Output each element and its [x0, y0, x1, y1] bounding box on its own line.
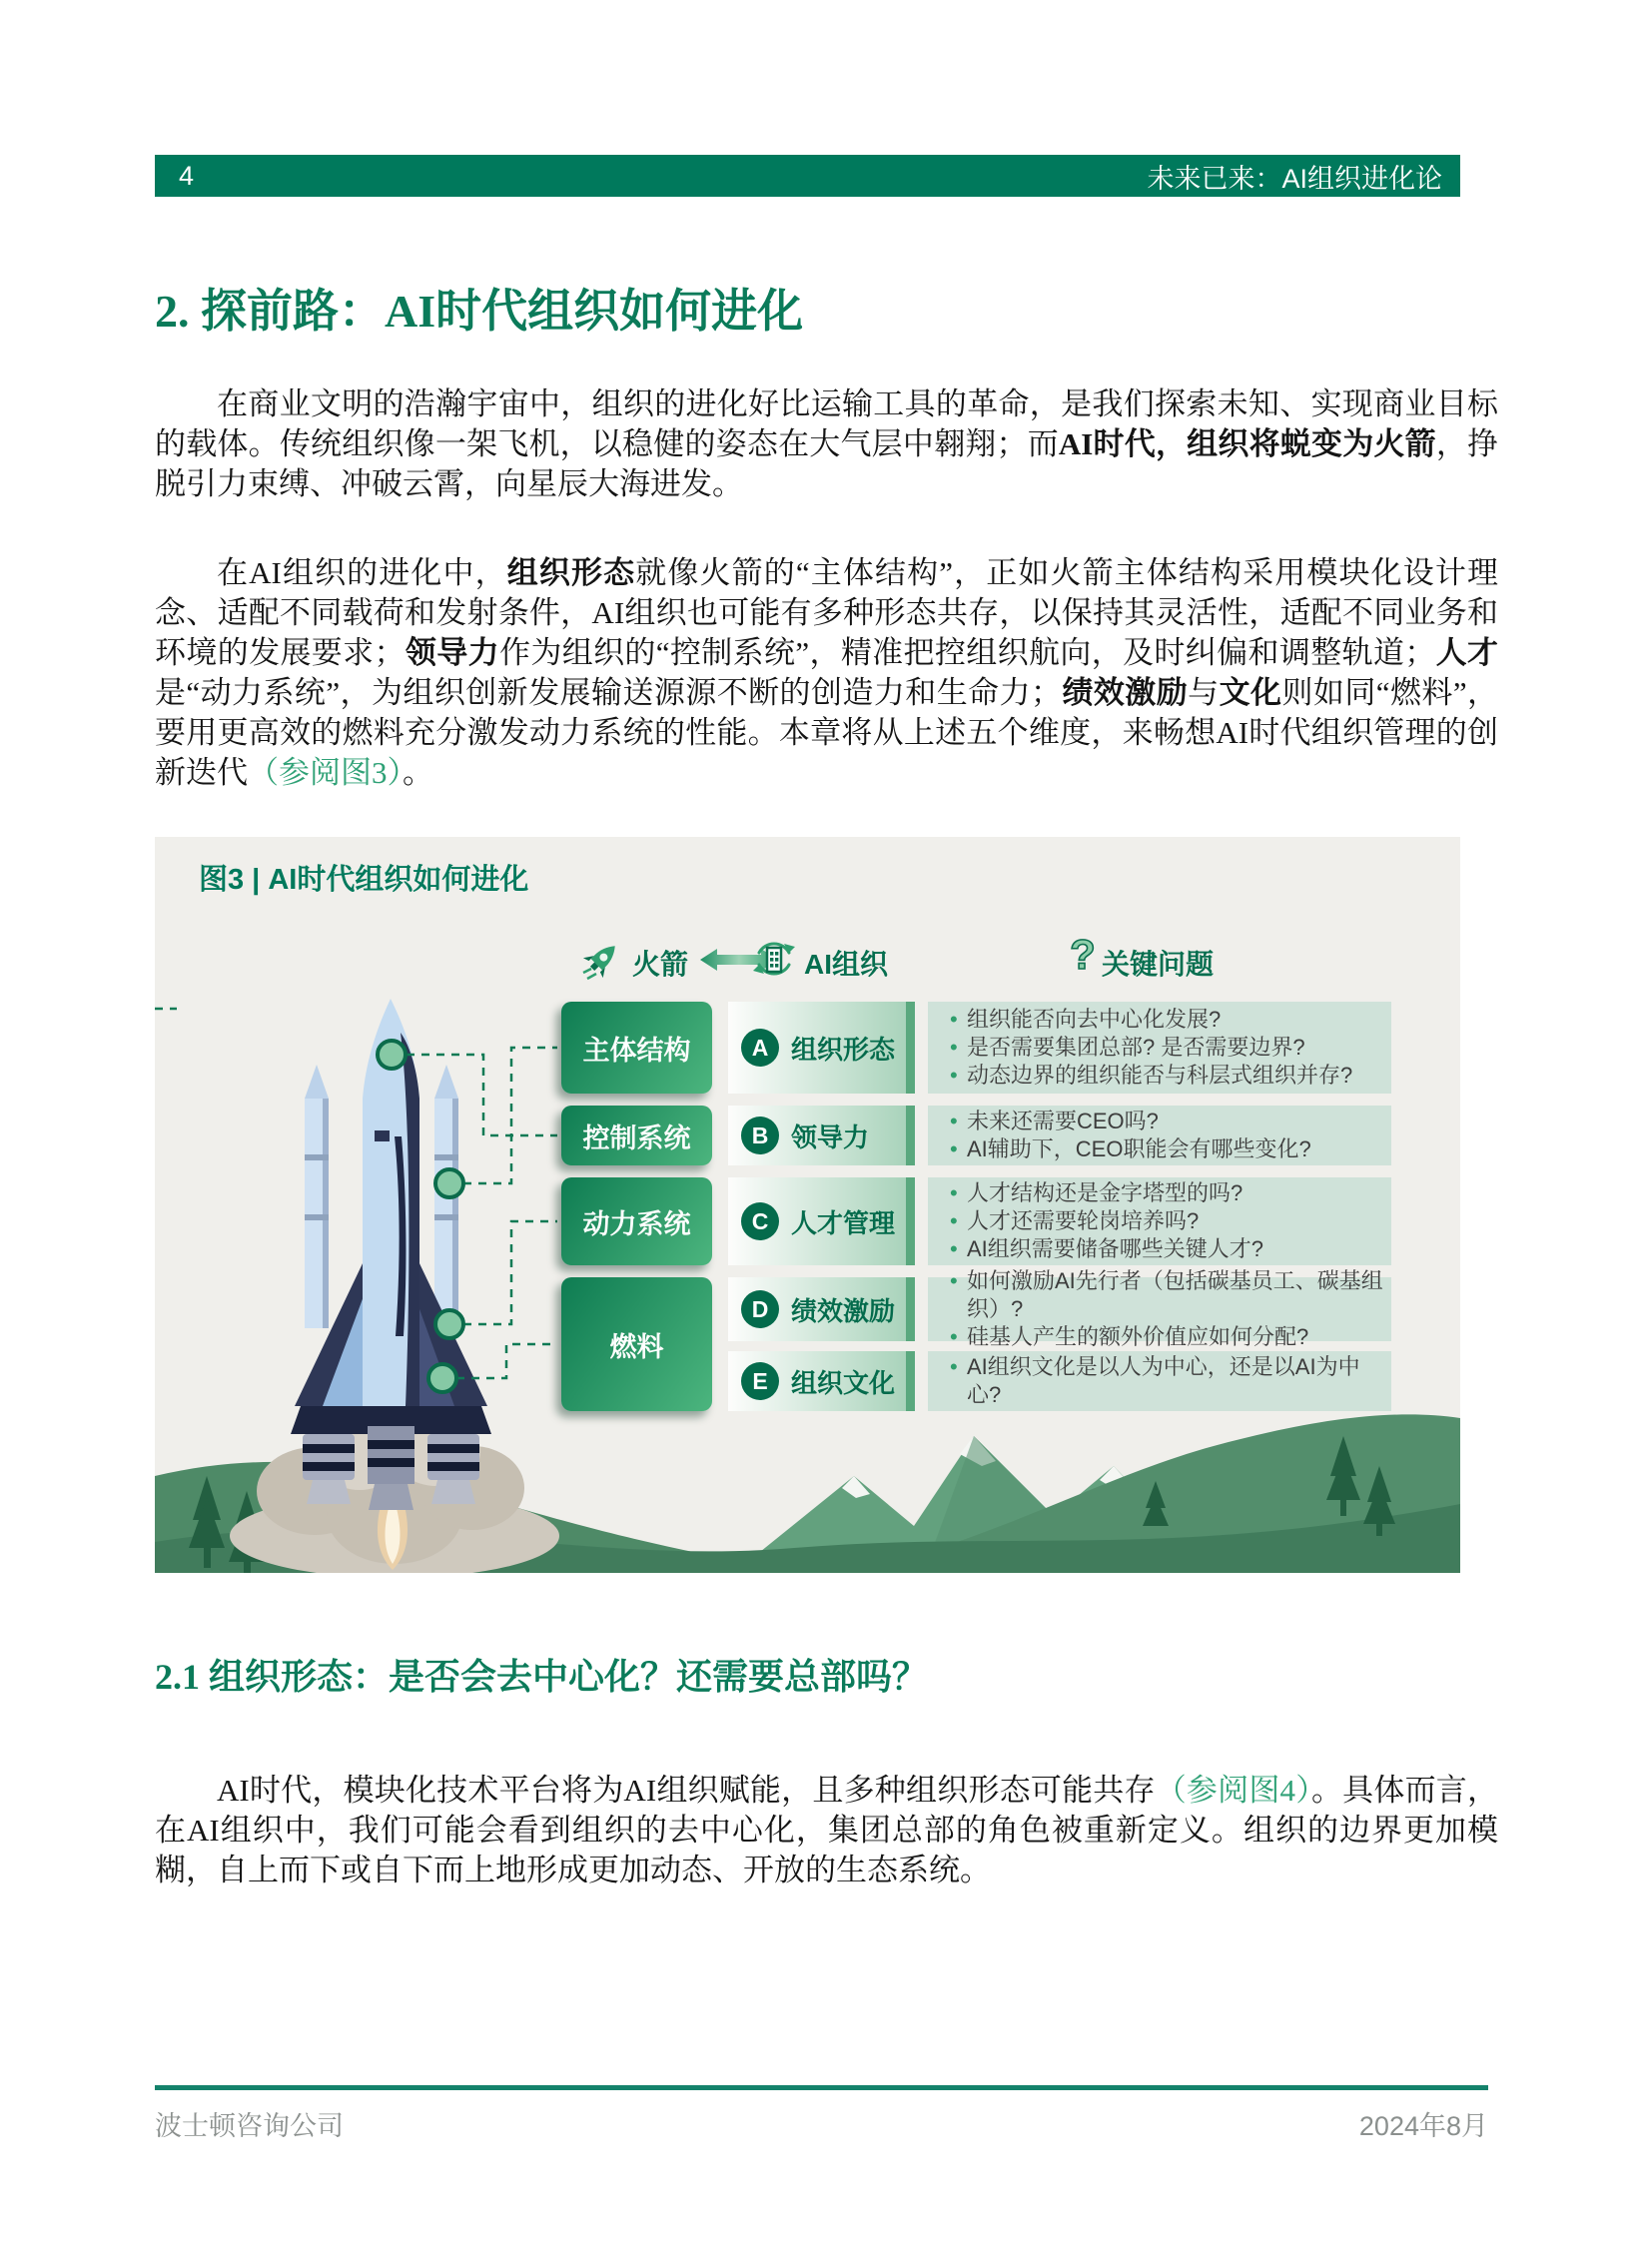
question-item: • AI组织文化是以人为中心，还是以AI为中心? — [948, 1353, 1383, 1409]
org-dimension-cell — [728, 1106, 915, 1165]
key-questions-panel — [928, 1351, 1391, 1411]
figure-title: 图3 | AI时代组织如何进化 — [199, 864, 529, 896]
question-item: • 人才还需要轮岗培养吗? — [948, 1207, 1383, 1235]
org-dimension-cell — [728, 1177, 915, 1265]
text-run-bold: 文化 — [1219, 675, 1282, 710]
text-run: 就像火箭的“主体结构”，正如火箭主体结构采用模块化设计理念、适配不同载荷和发射条件，AI组织也可能有多种形态共存，以保持其灵活性，适配不同业务和环境的发展要求； — [155, 555, 1498, 670]
text-run: AI时代，模块化技术平台将为AI组织赋能，且多种组织形态可能共存 — [217, 1773, 1156, 1808]
page-number: 4 — [179, 160, 195, 191]
table-row-incentive — [728, 1268, 1391, 1349]
circular-arrows-building-icon — [750, 935, 798, 983]
section-heading: 2. 探前路：AI时代组织如何进化 — [155, 286, 804, 337]
paragraph-1 — [155, 384, 1498, 504]
key-questions-panel — [928, 1268, 1391, 1349]
dimension-label: 绩效激励 — [791, 1295, 896, 1326]
question-item: • AI辅助下，CEO职能会有哪些变化? — [948, 1135, 1383, 1163]
badge-b: B — [741, 1117, 779, 1154]
figure-3-reference-link[interactable]: （参阅图3） — [248, 755, 403, 790]
text-run: ，挣脱引力束缚、冲破云霄，向星辰大海进发。 — [155, 426, 1499, 501]
text-run-bold: 领导力 — [405, 635, 499, 670]
dimension-label: 组织文化 — [791, 1367, 896, 1398]
header-title: 未来已来：AI组织进化论 — [1147, 163, 1442, 194]
paragraph-2 — [155, 553, 1498, 793]
question-mark-icon — [1068, 931, 1098, 979]
text-run-bold: 组织形态 — [506, 555, 636, 590]
rocket-part-button-fuel: 燃料 — [561, 1277, 712, 1411]
text-run: 。具体而言，在AI组织中，我们可能会看到组织的去中心化，集团总部的角色被重新定义。组织的边界更加模糊，自上而下或自下而上地形成更加动态、开放的生态系统。 — [155, 1773, 1499, 1887]
question-item: • AI组织需要储备哪些关键人才? — [948, 1235, 1383, 1263]
key-questions-panel — [928, 1002, 1391, 1094]
dimension-label: 人才管理 — [791, 1207, 896, 1238]
page-header — [155, 155, 1460, 197]
dimension-label: 组织形态 — [791, 1034, 896, 1065]
legend-ai-org-label: AI组织 — [804, 949, 889, 980]
text-run: 。 — [403, 755, 433, 790]
dimension-label: 领导力 — [791, 1121, 870, 1152]
page-footer — [155, 2085, 1488, 2143]
figure-3 — [155, 837, 1460, 1573]
rocket-part-button: 主体结构 — [561, 1002, 712, 1094]
table-row-structure — [561, 1002, 1391, 1094]
text-run-bold: AI时代，组织将蜕变为火箭 — [1058, 426, 1436, 461]
footer-company: 波士顿咨询公司 — [155, 2111, 344, 2141]
svg-text:?: ? — [1070, 931, 1096, 978]
paragraph-3 — [155, 1771, 1498, 1890]
org-dimension-cell — [728, 1277, 915, 1341]
text-run: 在商业文明的浩瀚宇宙中，组织的进化好比运输工具的革命，是我们探索未知、实现商业目标的载体。传统组织像一架飞机，以稳健的姿态在大气层中翱翔；而 — [155, 386, 1498, 461]
key-questions-panel — [928, 1177, 1391, 1265]
key-questions-panel — [928, 1106, 1391, 1165]
badge-e: E — [741, 1362, 779, 1400]
badge-d: D — [741, 1290, 779, 1328]
table-row-power — [561, 1177, 1391, 1265]
question-item: • 未来还需要CEO吗? — [948, 1108, 1383, 1135]
question-item: • 是否需要集团总部? 是否需要边界? — [948, 1034, 1383, 1062]
question-item: • 如何激励AI先行者（包括碳基员工、碳基组织）? — [948, 1267, 1383, 1323]
table-row-culture — [728, 1351, 1391, 1411]
org-dimension-cell — [728, 1351, 915, 1411]
rocket-part-button: 动力系统 — [561, 1177, 712, 1265]
question-item: • 动态边界的组织能否与科层式组织并存? — [948, 1062, 1383, 1090]
badge-a: A — [741, 1029, 779, 1067]
legend-questions-label: 关键问题 — [1102, 949, 1215, 980]
footer-date: 2024年8月 — [1358, 2111, 1488, 2141]
text-run-bold: 绩效激励 — [1062, 675, 1189, 710]
rocket-icon — [580, 937, 624, 981]
text-run: 作为组织的“控制系统”，精准把控组织航向，及时纠偏和调整轨道； — [498, 635, 1436, 670]
badge-c: C — [741, 1202, 779, 1240]
text-run: 则如同“燃料”，要用更高效的燃料充分激发动力系统的性能。本章将从上述五个维度，来畅想AI时代组织管理的创新迭代 — [155, 675, 1499, 790]
question-item: • 人才结构还是金字塔型的吗? — [948, 1179, 1383, 1207]
question-item: • 组织能否向去中心化发展? — [948, 1006, 1383, 1034]
legend-rocket-label: 火箭 — [632, 949, 689, 980]
space-shuttle — [291, 999, 491, 1510]
text-run-bold: 人才 — [1435, 635, 1499, 670]
text-run: 是“动力系统”，为组织创新发展输送源源不断的创造力和生命力； — [155, 675, 1063, 710]
subsection-heading: 2.1 组织形态：是否会去中心化？还需要总部吗？ — [155, 1657, 929, 1697]
org-dimension-cell — [728, 1002, 915, 1094]
text-run: 与 — [1188, 675, 1220, 710]
figure-4-reference-link[interactable]: （参阅图4） — [1155, 1773, 1311, 1808]
question-item: • 硅基人产生的额外价值应如何分配? — [948, 1323, 1383, 1351]
table-row-control — [561, 1106, 1391, 1165]
rocket-part-button: 控制系统 — [561, 1106, 712, 1165]
text-run: 在AI组织的进化中， — [217, 555, 507, 590]
